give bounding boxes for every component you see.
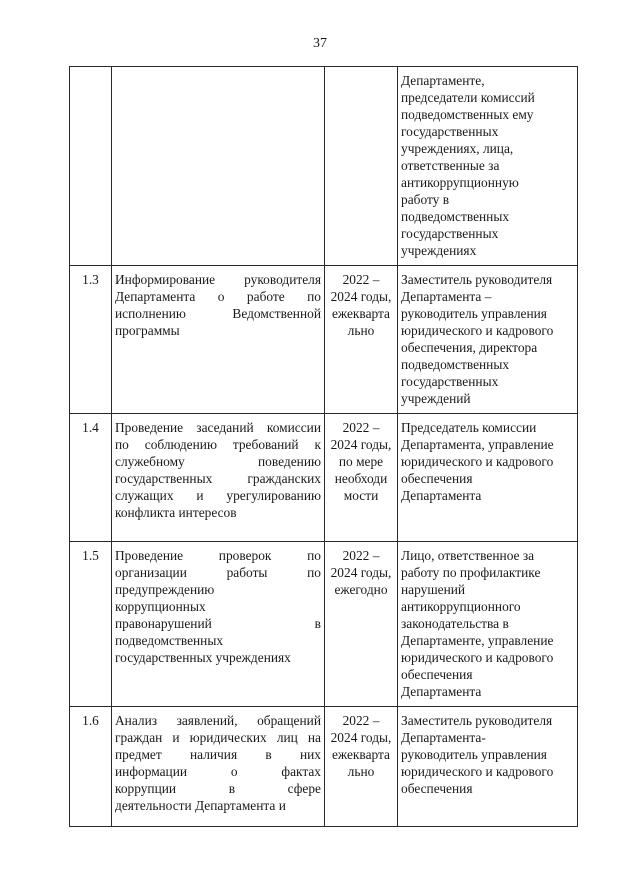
item-number: 1.5 (70, 542, 112, 707)
text-line: Департамента о работе по (115, 289, 321, 304)
text-line: государственных гражданских (115, 471, 321, 486)
text-line: государственных (401, 226, 499, 241)
text-line: служащих и урегулированию (115, 488, 321, 503)
text-line: государственных учреждениях (115, 650, 291, 665)
text-line: председатели комиссий (401, 90, 535, 105)
text-line: ежекварта (331, 306, 391, 321)
text-line: учреждений (401, 391, 471, 406)
text-line: подведомственных (401, 357, 510, 372)
event-description (112, 266, 325, 414)
text-line: Заместитель руководителя (401, 713, 553, 728)
text-line: работу в (401, 192, 450, 207)
text-line: мости (343, 488, 379, 503)
text-line: необходи (334, 471, 388, 486)
text-line: 2024 годы, (330, 437, 392, 452)
table-row (70, 67, 578, 266)
text-line: предупреждению (115, 582, 215, 597)
event-description (112, 542, 325, 707)
text-line: по соблюдению требований к (115, 437, 321, 452)
text-line: Департаменте, управление (401, 633, 554, 648)
text-line: государственных (401, 124, 499, 139)
text-line: информации о фактах (115, 764, 321, 779)
text-line: нарушений (401, 582, 466, 597)
text-line: коррупционных (115, 599, 206, 614)
text-line: Департамента – (401, 289, 492, 304)
text-line: 2024 годы, (330, 730, 392, 745)
item-number: 1.3 (70, 266, 112, 414)
item-number: 1.6 (70, 707, 112, 827)
text-line: конфликта интересов (115, 505, 237, 520)
text-line: Департамента (401, 684, 482, 699)
text-line: Департамента (401, 488, 482, 503)
responsible-executors (398, 266, 578, 414)
table-row (70, 707, 578, 827)
text-line: государственных (401, 374, 499, 389)
text-line: льно (347, 323, 375, 338)
text-line: организации работы по (115, 565, 321, 580)
execution-term (325, 266, 398, 414)
text-line: Департамента, управление (401, 437, 554, 452)
text-line: обеспечения, директора (401, 340, 538, 355)
text-line: 2022 – (342, 272, 380, 287)
table-row (70, 266, 578, 414)
text-line: руководитель управления (401, 306, 547, 321)
text-line: подведомственных ему (401, 107, 534, 122)
text-line: антикоррупционного (401, 599, 521, 614)
text-line: подведомственных (115, 633, 224, 648)
responsible-executors (398, 67, 578, 266)
text-line: Анализ заявлений, обращений (115, 713, 321, 728)
table-row (70, 542, 578, 707)
execution-term (325, 67, 398, 266)
text-line: правонарушений в (115, 616, 321, 631)
text-line: руководитель управления (401, 747, 547, 762)
text-line: юридического и кадрового (401, 323, 554, 338)
text-line: по мере (338, 454, 384, 469)
text-line: обеспечения (401, 781, 473, 796)
text-line: 2022 – (342, 713, 380, 728)
text-line: предмет наличия в них (115, 747, 321, 762)
text-line: юридического и кадрового (401, 650, 554, 665)
text-line: юридического и кадрового (401, 454, 554, 469)
text-line: обеспечения (401, 471, 473, 486)
page-number: 37 (313, 36, 327, 51)
responsible-executors (398, 414, 578, 542)
responsible-executors (398, 707, 578, 827)
text-line: исполнению Ведомственной (115, 306, 321, 321)
text-line: Лицо, ответственное за (401, 548, 535, 563)
text-line: Департамента- (401, 730, 486, 745)
text-line: обеспечения (401, 667, 473, 682)
text-line: 2024 годы, (330, 565, 392, 580)
text-line: Проведение проверок по (115, 548, 321, 563)
text-line: подведомственных (401, 209, 510, 224)
execution-term (325, 707, 398, 827)
text-line: льно (347, 764, 375, 779)
text-line: работу по профилактике (401, 565, 541, 580)
text-line: учреждениях, лица, (401, 141, 514, 156)
text-line: ответственные за (401, 158, 500, 173)
execution-term (325, 414, 398, 542)
text-line: юридического и кадрового (401, 764, 554, 779)
event-description (112, 707, 325, 827)
action-plan-table (69, 66, 578, 827)
text-line: Заместитель руководителя (401, 272, 553, 287)
text-line: законодательства в (401, 616, 509, 631)
text-line: программы (115, 323, 180, 338)
text-line: 2022 – (342, 420, 380, 435)
text-line: учреждениях (401, 243, 477, 258)
item-number: 1.4 (70, 414, 112, 542)
text-line: Проведение заседаний комиссии (115, 420, 321, 435)
text-line: Департаменте, (401, 73, 485, 88)
text-line: антикоррупционную (401, 175, 519, 190)
text-line: 2022 – (342, 548, 380, 563)
text-line: деятельности Департамента и (115, 798, 286, 813)
text-line: 2024 годы, (330, 289, 392, 304)
text-line: граждан и юридических лиц на (115, 730, 321, 745)
text-line: служебному поведению (115, 454, 321, 469)
execution-term (325, 542, 398, 707)
responsible-executors (398, 542, 578, 707)
text-line: ежегодно (334, 582, 388, 597)
text-line: ежекварта (331, 747, 391, 762)
text-line: коррупции в сфере (115, 781, 321, 796)
text-line: Председатель комиссии (401, 420, 537, 435)
table-row (70, 414, 578, 542)
event-description (112, 67, 325, 266)
text-line: Информирование руководителя (115, 272, 321, 287)
item-number (70, 67, 112, 266)
event-description (112, 414, 325, 542)
